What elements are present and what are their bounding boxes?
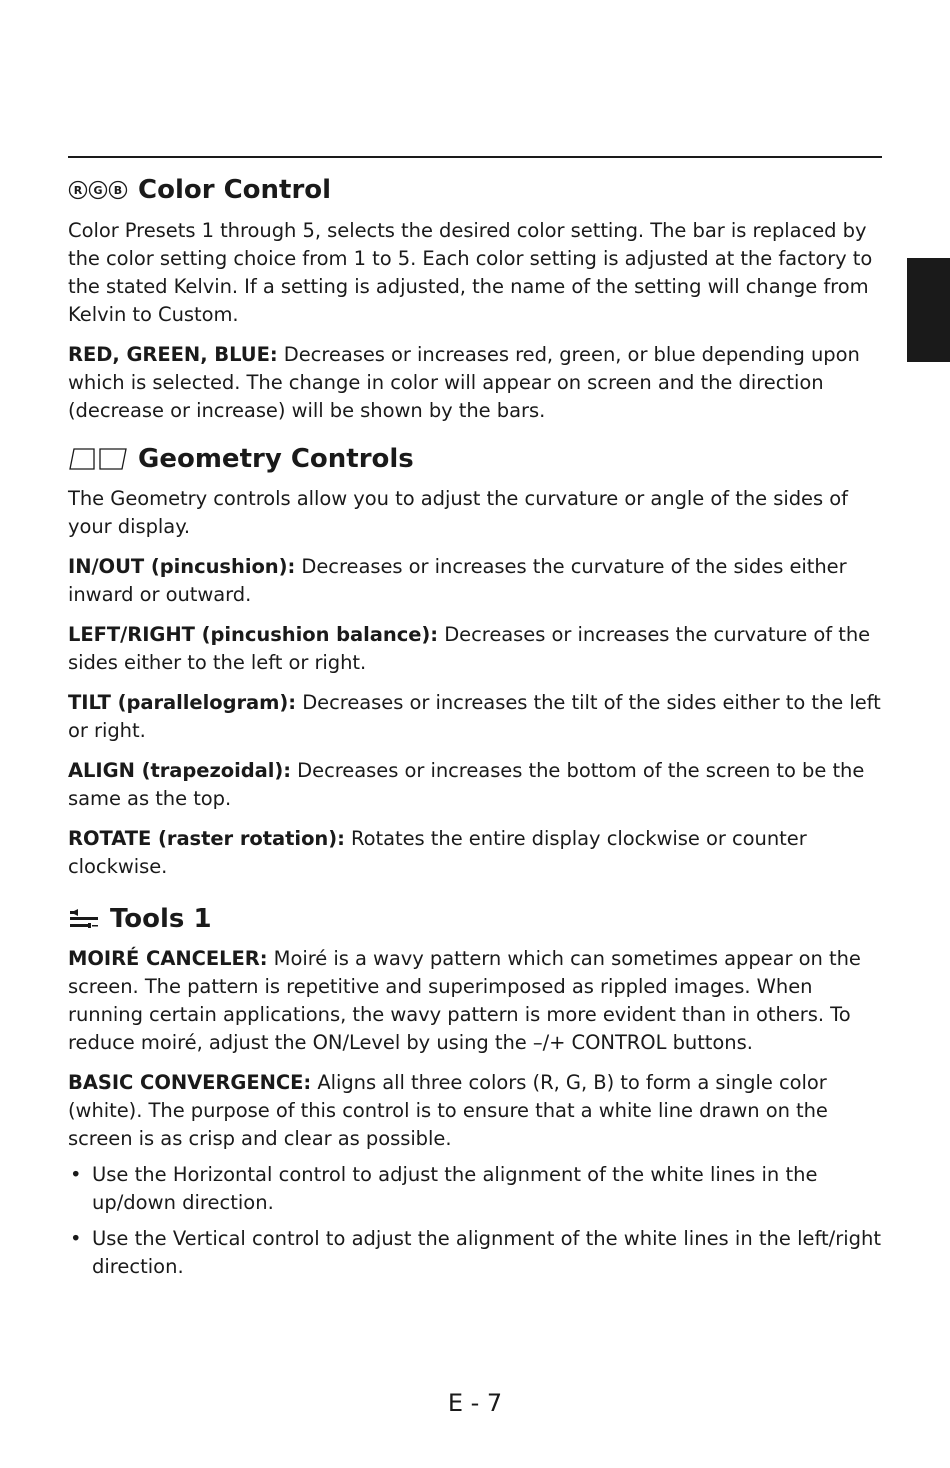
rgb-icon-letter: R xyxy=(73,184,83,197)
tools-title: Tools 1 xyxy=(110,904,212,934)
list-item xyxy=(68,1161,883,1217)
bullet-glyph: • xyxy=(70,1163,82,1186)
geometry-icon xyxy=(68,447,128,471)
rgb-icon-letter: G xyxy=(93,184,103,197)
tools-item xyxy=(68,945,883,1057)
geometry-item xyxy=(68,553,883,609)
geometry-item-text: Decreases or increases the bottom of the screen to be the same as the top. xyxy=(68,759,865,810)
bullet-text: Use the Vertical control to adjust the alignment of the white lines in the left/right direction. xyxy=(92,1227,882,1278)
geometry-item-text: Rotates the entire display clockwise or counter clockwise. xyxy=(68,827,807,878)
geometry-item-text: Decreases or increases the tilt of the sides either to the left or right. xyxy=(68,691,881,742)
rgb-text: Decreases or increases red, green, or blue depending upon which is selected. The change in color will appear on screen and the direction (decrease or increase) will be shown by the bars. xyxy=(68,343,860,422)
geometry-item-text: Decreases or increases the curvature of the sides either to the left or right. xyxy=(68,623,871,674)
tools-heading xyxy=(68,901,883,937)
geometry-controls-heading xyxy=(68,441,883,477)
section-thumb-tab xyxy=(907,258,950,362)
geometry-intro: The Geometry controls allow you to adjust the curvature or angle of the sides of your display. xyxy=(68,487,848,538)
rgb-paragraph xyxy=(68,341,883,425)
geometry-controls-title: Geometry Controls xyxy=(138,444,414,474)
tools-item-label: MOIRÉ CANCELER: xyxy=(68,947,268,970)
rgb-icon-letter: B xyxy=(113,184,123,197)
bullet-glyph: • xyxy=(70,1227,82,1250)
tools-icon xyxy=(68,908,100,930)
geometry-item xyxy=(68,689,883,745)
geometry-item-label: IN/OUT (pincushion): xyxy=(68,555,296,578)
tools-item-text: Moiré is a wavy pattern which can sometimes appear on the screen. The pattern is repetitive and superimposed as rippled images. When running certain applications, the wavy pattern is more evident than in others. To reduce moiré, adjust the ON/Level by using the –/+ CONTROL buttons. xyxy=(68,947,861,1054)
tools-item-label: BASIC CONVERGENCE: xyxy=(68,1071,312,1094)
geometry-item-label: LEFT/RIGHT (pincushion balance): xyxy=(68,623,439,646)
convergence-bullet-list xyxy=(68,1161,883,1281)
color-control-title: Color Control xyxy=(138,175,332,205)
tools-item xyxy=(68,1069,883,1153)
rgb-icon xyxy=(68,177,128,203)
list-item xyxy=(68,1225,883,1281)
geometry-item-label: ROTATE (raster rotation): xyxy=(68,827,345,850)
geometry-item-label: TILT (parallelogram): xyxy=(68,691,297,714)
geometry-item xyxy=(68,621,883,677)
bullet-text: Use the Horizontal control to adjust the alignment of the white lines in the up/down direction. xyxy=(92,1163,818,1214)
geometry-item-text: Decreases or increases the curvature of the sides either inward or outward. xyxy=(68,555,847,606)
geometry-item xyxy=(68,825,883,881)
color-control-heading xyxy=(68,172,883,208)
page-content xyxy=(68,170,883,1289)
geometry-item xyxy=(68,757,883,813)
color-intro: Color Presets 1 through 5, selects the desired color setting. The bar is replaced by the color setting choice from 1 to 5. Each color setting is adjusted at the factory to the stated Kelvin. If a setting is adjusted, the name of the setting will change from Kelvin to Custom. xyxy=(68,219,873,326)
geometry-item-label: ALIGN (trapezoidal): xyxy=(68,759,292,782)
tools-item-text: Aligns all three colors (R, G, B) to form a single color (white). The purpose of this control is to ensure that a white line drawn on the screen is as crisp and clear as possible. xyxy=(68,1071,828,1150)
page-number: E - 7 xyxy=(447,1389,503,1417)
top-rule xyxy=(68,156,882,158)
rgb-label: RED, GREEN, BLUE: xyxy=(68,343,278,366)
